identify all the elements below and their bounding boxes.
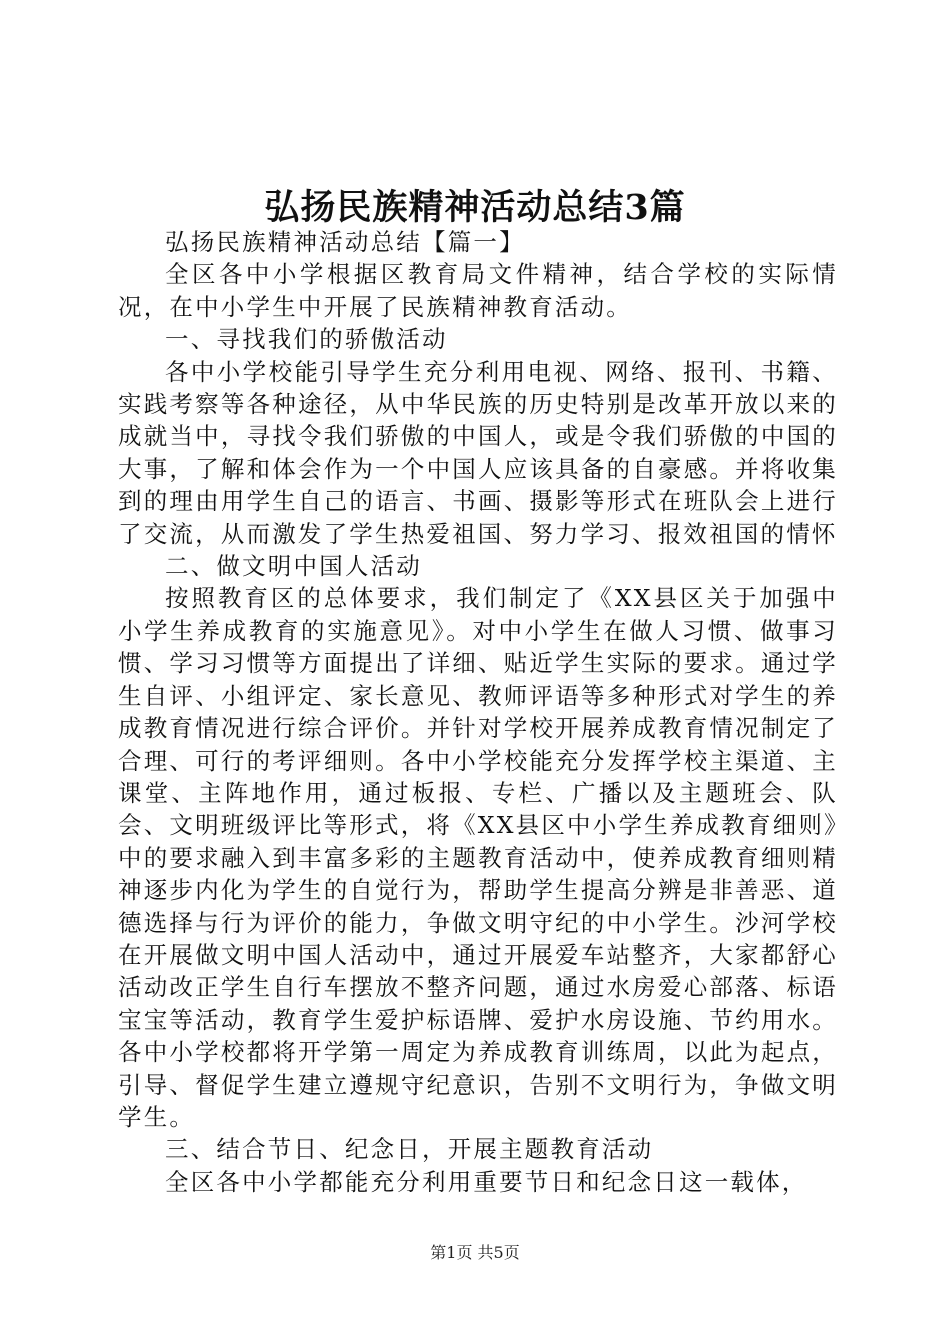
subsection-heading: 一、寻找我们的骄傲活动 bbox=[165, 325, 448, 354]
paragraph: 按照教育区的总体要求，我们制定了《XX县区关于加强中小学生养成教育的实施意见》。对中小学生在做人习惯、做事习惯、学习习惯等方面提出了详细、贴近学生实际的要求。通过学生自评、小组评定、家长意见、教师评语等多种形式对学生的养成教育情况进行综合评价。并针对学校开展养成教育情况制定了合理、可行的考评细则。各中小学校能充分发挥学校主渠道、主课堂、主阵地作用，通过板报、专栏、广播以及主题班会、队会、文明班级评比等形式，将《XX县区中小学生养成教育细则》中的要求融入到丰富多彩的主题教育活动中，使养成教育细则精神逐步内化为学生的自觉行为，帮助学生提高分辨是非善恶、道德选择与行为评价的能力，争做文明守纪的中小学生。沙河学校在开展做文明中国人活动中，通过开展爱车站整齐，大家都舒心活动改正学生自行车摆放不整齐问题，通过水房爱心部落、标语宝宝等活动，教育学生爱护标语牌、爱护水房设施、节约用水。各中小学校都将开学第一周定为养成教育训练周，以此为起点，引导、督促学生建立遵规守纪意识，告别不文明行为，争做文明学生。 bbox=[118, 584, 839, 1131]
document-body bbox=[118, 226, 838, 1198]
document-title: 弘扬民族精神活动总结3篇 bbox=[264, 187, 686, 228]
paragraph: 全区各中小学都能充分利用重要节日和纪念日这一载体， bbox=[165, 1167, 808, 1196]
subsection-heading: 三、结合节日、纪念日，开展主题教育活动 bbox=[165, 1135, 654, 1164]
paragraph: 全区各中小学根据区教育局文件精神，结合学校的实际情况，在中小学生中开展了民族精神教育活动。 bbox=[118, 260, 838, 321]
page-footer: 第1页 共5页 bbox=[430, 1243, 520, 1262]
subsection-heading: 二、做文明中国人活动 bbox=[165, 552, 422, 581]
paragraph: 各中小学校能引导学生充分利用电视、网络、报刊、书籍、实践考察等各种途径，从中华民族的历史特别是改革开放以来的成就当中，寻找令我们骄傲的中国人，或是令我们骄傲的中国的大事，了解和体会作为一个中国人应该具备的自豪感。并将收集到的理由用学生自己的语言、书画、摄影等形式在班队会上进行了交流，从而激发了学生热爱祖国、努力学习、报效祖国的情怀 bbox=[118, 357, 838, 548]
section-heading: 弘扬民族精神活动总结【篇一】 bbox=[165, 228, 525, 256]
